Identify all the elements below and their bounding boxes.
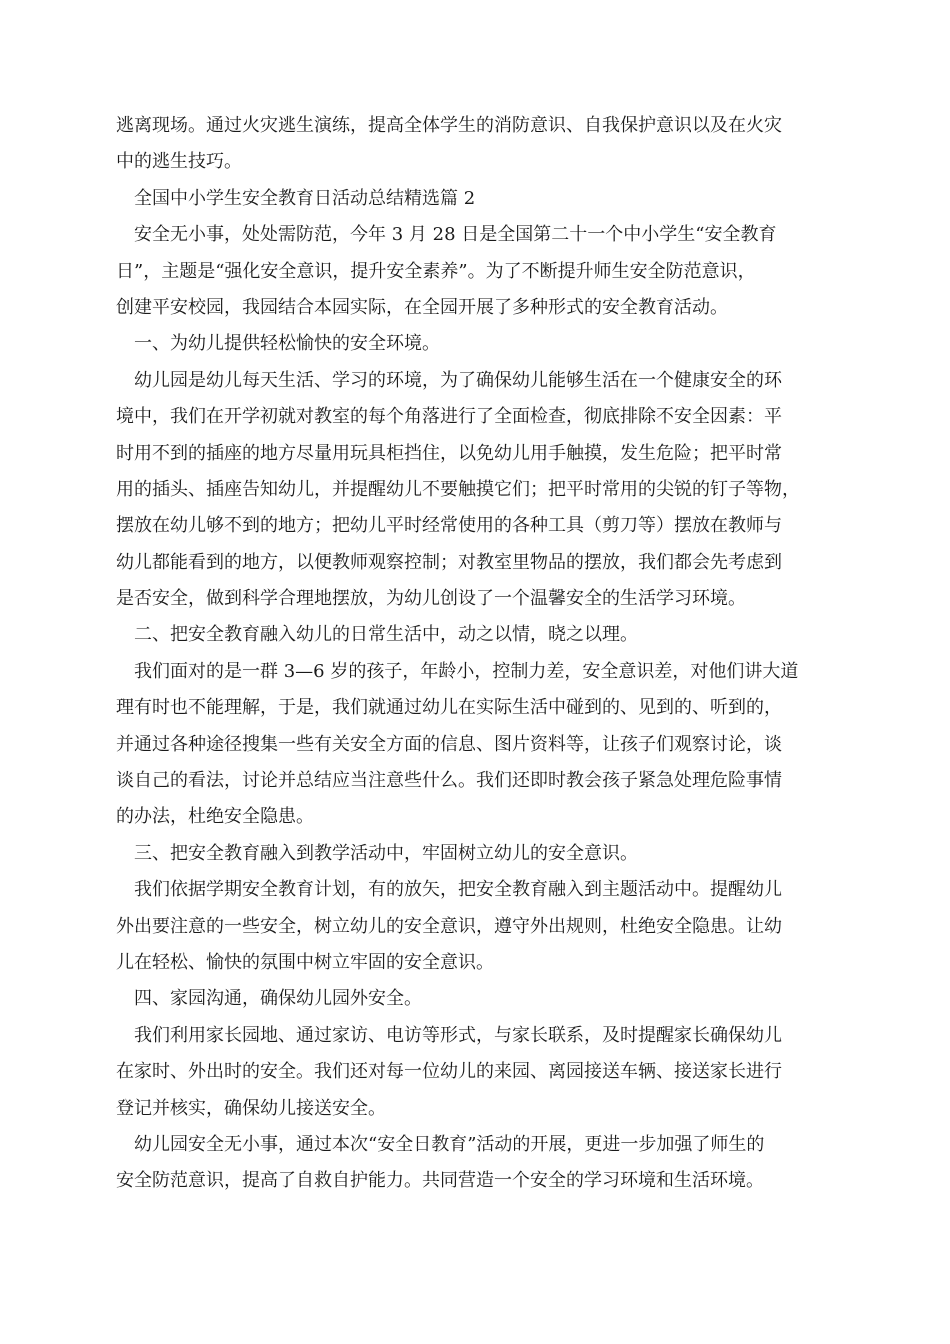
text-line: 中的逃生技巧。 — [116, 151, 242, 173]
text-line: 我们依据学期安全教育计划，有的放矢，把安全教育融入到主题活动中。提醒幼儿 — [134, 879, 782, 901]
text-line: 创建平安校园，我园结合本园实际，在全园开展了多种形式的安全教育活动。 — [116, 296, 728, 318]
text-line: 逃离现场。通过火灾逃生演练，提高全体学生的消防意识、自我保护意识以及在火灾 — [116, 115, 782, 136]
text-line: 幼儿都能看到的地方，以便教师观察控制；对教室里物品的摆放，我们都会先考虑到 — [116, 551, 782, 573]
text-line: 的办法，杜绝安全隐患。 — [116, 806, 314, 828]
subheading: 一、为幼儿提供轻松愉快的安全环境。 — [134, 333, 440, 355]
subheading: 三、把安全教育融入到教学活动中，牢固树立幼儿的安全意识。 — [134, 842, 638, 864]
text-line: 谈自己的看法，讨论并总结应当注意些什么。我们还即时教会孩子紧急处理危险事情 — [116, 770, 782, 792]
text-line: 时用不到的插座的地方尽量用玩具柜挡住，以免幼儿用手触摸，发生危险；把平时常 — [116, 442, 782, 464]
text-line: 幼儿园安全无小事，通过本次“安全日教育”活动的开展，更进一步加强了师生的 — [134, 1133, 765, 1155]
text-line: 安全防范意识，提高了自救自护能力。共同营造一个安全的学习环境和生活环境。 — [116, 1170, 764, 1192]
text-line: 理有时也不能理解，于是，我们就通过幼儿在实际生活中碰到的、见到的、听到的， — [116, 697, 782, 719]
text-line: 是否安全，做到科学合理地摆放，为幼儿创设了一个温馨安全的生活学习环境。 — [116, 588, 746, 610]
text-line: 并通过各种途径搜集一些有关安全方面的信息、图片资料等，让孩子们观察讨论，谈 — [116, 733, 782, 755]
text-line: 外出要注意的一些安全，树立幼儿的安全意识，遵守外出规则，杜绝安全隐患。让幼 — [116, 915, 782, 937]
text-line: 安全无小事，处处需防范，今年 3 月 28 日是全国第二十一个中小学生“安全教育 — [134, 224, 777, 246]
text-line: 用的插头、插座告知幼儿，并提醒幼儿不要触摸它们；把平时常用的尖锐的钉子等物， — [116, 478, 800, 500]
text-line: 儿在轻松、愉快的氛围中树立牢固的安全意识。 — [116, 951, 494, 973]
text-line: 摆放在幼儿够不到的地方；把幼儿平时经常使用的各种工具（剪刀等）摆放在教师与 — [116, 515, 782, 537]
text-line: 我们面对的是一群 3—6 岁的孩子，年龄小，控制力差，安全意识差，对他们讲大道 — [134, 660, 799, 682]
text-line: 日”，主题是“强化安全意识，提升安全素养”。为了不断提升师生安全防范意识， — [116, 260, 756, 282]
text-line: 在家时、外出时的安全。我们还对每一位幼儿的来园、离园接送车辆、接送家长进行 — [116, 1061, 782, 1083]
subheading: 四、家园沟通，确保幼儿园外安全。 — [134, 988, 422, 1010]
section-heading: 全国中小学生安全教育日活动总结精选篇 2 — [134, 187, 476, 209]
subheading: 二、把安全教育融入幼儿的日常生活中，动之以情，晓之以理。 — [134, 624, 638, 646]
text-line: 幼儿园是幼儿每天生活、学习的环境，为了确保幼儿能够生活在一个健康安全的环 — [134, 369, 782, 391]
text-line: 登记并核实，确保幼儿接送安全。 — [116, 1097, 386, 1119]
text-line: 我们利用家长园地、通过家访、电访等形式，与家长联系，及时提醒家长确保幼儿 — [134, 1024, 782, 1046]
text-line: 境中，我们在开学初就对教室的每个角落进行了全面检查，彻底排除不安全因素：平 — [116, 406, 782, 428]
document-body — [116, 108, 836, 1200]
